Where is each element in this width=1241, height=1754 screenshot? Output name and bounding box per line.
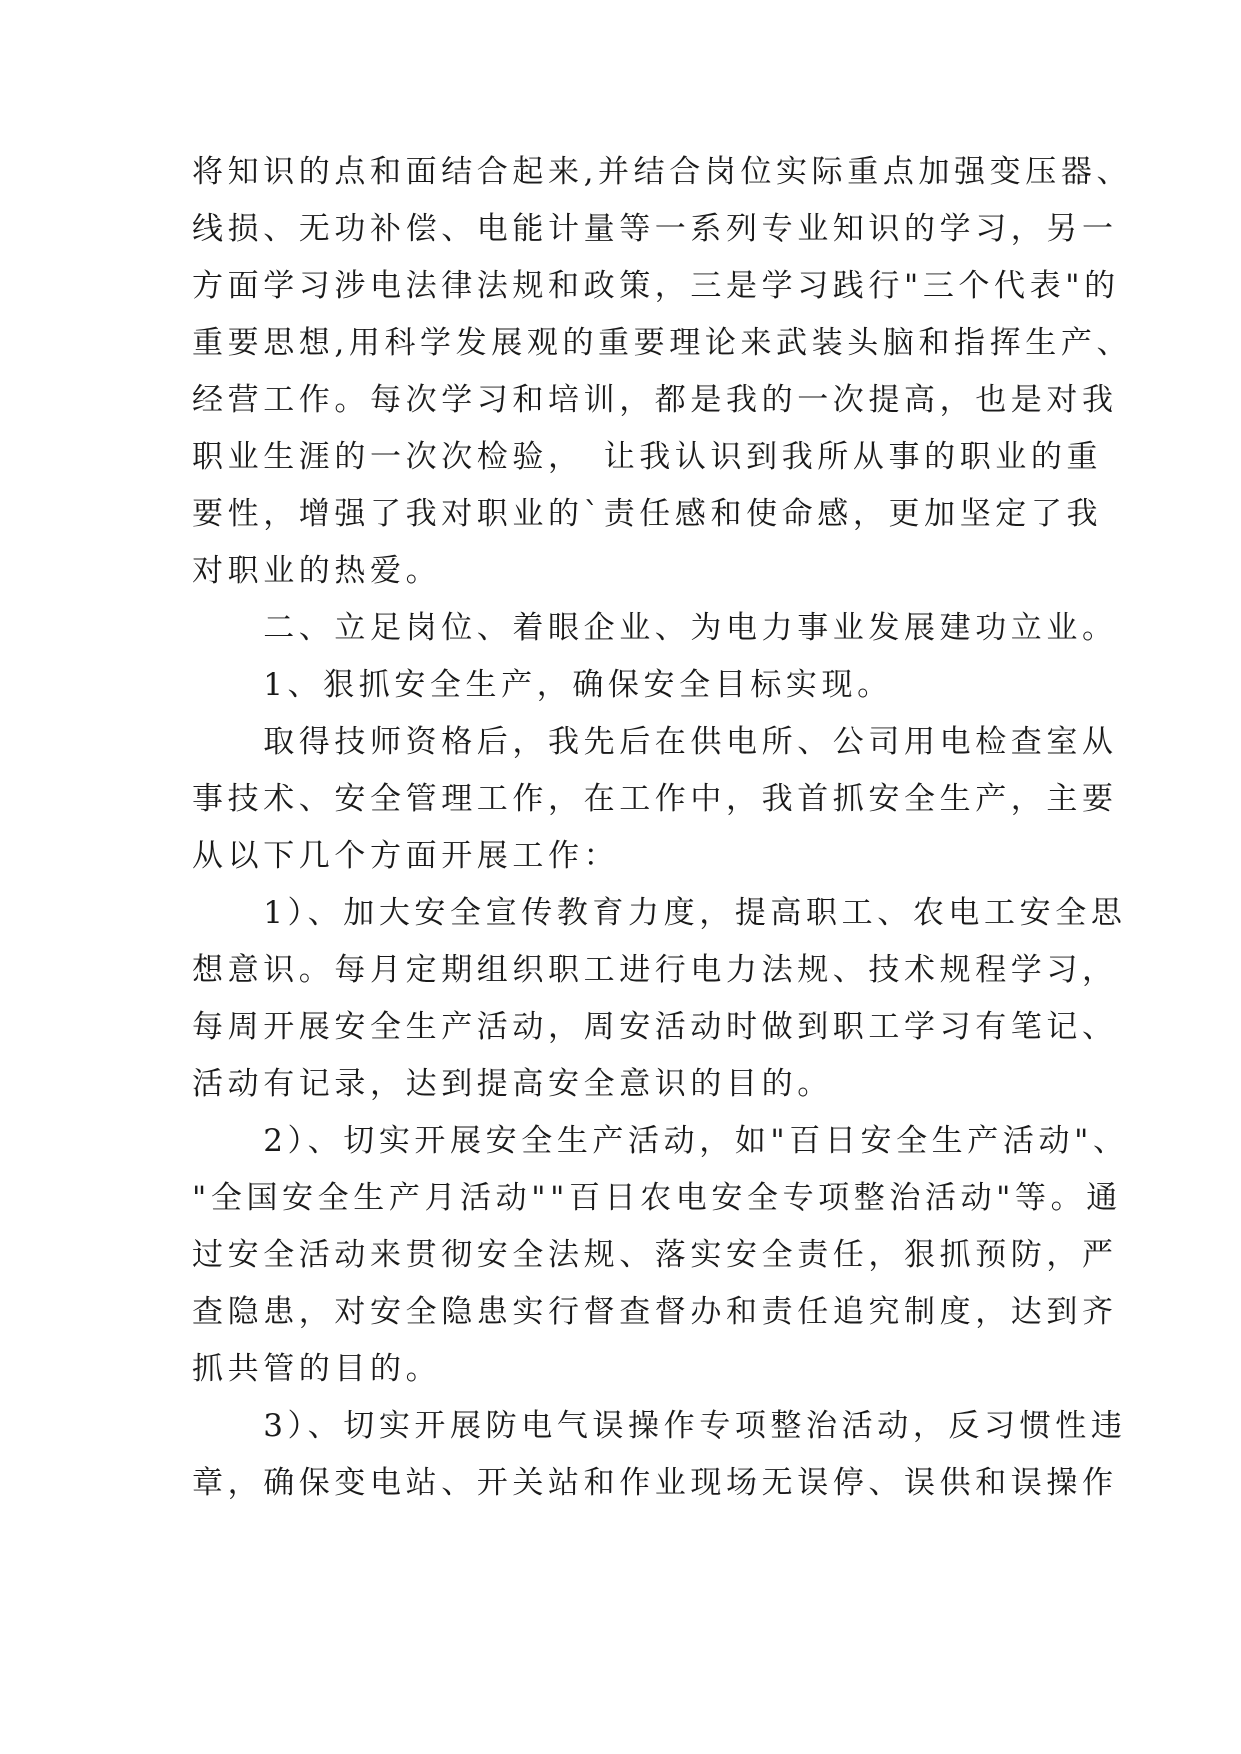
text-line: 对职业的热爱。	[192, 553, 442, 589]
text-line: 每周开展安全生产活动，周安活动时做到职工学习有笔记、	[192, 1009, 1118, 1045]
text-line: 3）、切实开展防电气误操作专项整治活动，反习惯性违	[192, 1408, 1127, 1444]
text-line: 职业生涯的一次次检验， 让我认识到我所从事的职业的重	[192, 439, 1103, 475]
text-line: 要性，增强了我对职业的`责任感和使命感，更加坚定了我	[192, 496, 1103, 532]
text-line: 线损、无功补偿、电能计量等一系列专业知识的学习，另一	[192, 211, 1118, 247]
text-line: 过安全活动来贯彻安全法规、落实安全责任，狠抓预防，严	[192, 1237, 1118, 1273]
subsection-heading: 1、狠抓安全生产，确保安全目标实现。	[192, 667, 893, 703]
text-line: 1）、加大安全宣传教育力度，提高职工、农电工安全思	[192, 895, 1127, 931]
text-line: 2）、切实开展安全生产活动，如"百日安全生产活动"、	[192, 1123, 1129, 1159]
text-line: 重要思想,用科学发展观的重要理论来武装头脑和指挥生产、	[192, 325, 1133, 361]
text-line: 取得技师资格后，我先后在供电所、公司用电检查室从	[192, 724, 1118, 760]
text-line: 从以下几个方面开展工作：	[192, 838, 620, 874]
text-line: "全国安全生产月活动""百日农电安全专项整治活动"等。通	[192, 1180, 1122, 1216]
text-line: 事技术、安全管理工作，在工作中，我首抓安全生产，主要	[192, 781, 1118, 817]
text-line: 抓共管的目的。	[192, 1351, 442, 1387]
text-line: 章，确保变电站、开关站和作业现场无误停、误供和误操作	[192, 1465, 1118, 1501]
text-line: 将知识的点和面结合起来,并结合岗位实际重点加强变压器、	[192, 154, 1133, 190]
section-heading: 二、立足岗位、着眼企业、为电力事业发展建功立业。	[192, 610, 1118, 646]
text-line: 想意识。每月定期组织职工进行电力法规、技术规程学习，	[192, 952, 1118, 988]
text-line: 活动有记录，达到提高安全意识的目的。	[192, 1066, 833, 1102]
text-line: 经营工作。每次学习和培训，都是我的一次提高，也是对我	[192, 382, 1118, 418]
text-line: 方面学习涉电法律法规和政策，三是学习践行"三个代表"的	[192, 268, 1120, 304]
text-line: 查隐患，对安全隐患实行督查督办和责任追究制度，达到齐	[192, 1294, 1118, 1330]
